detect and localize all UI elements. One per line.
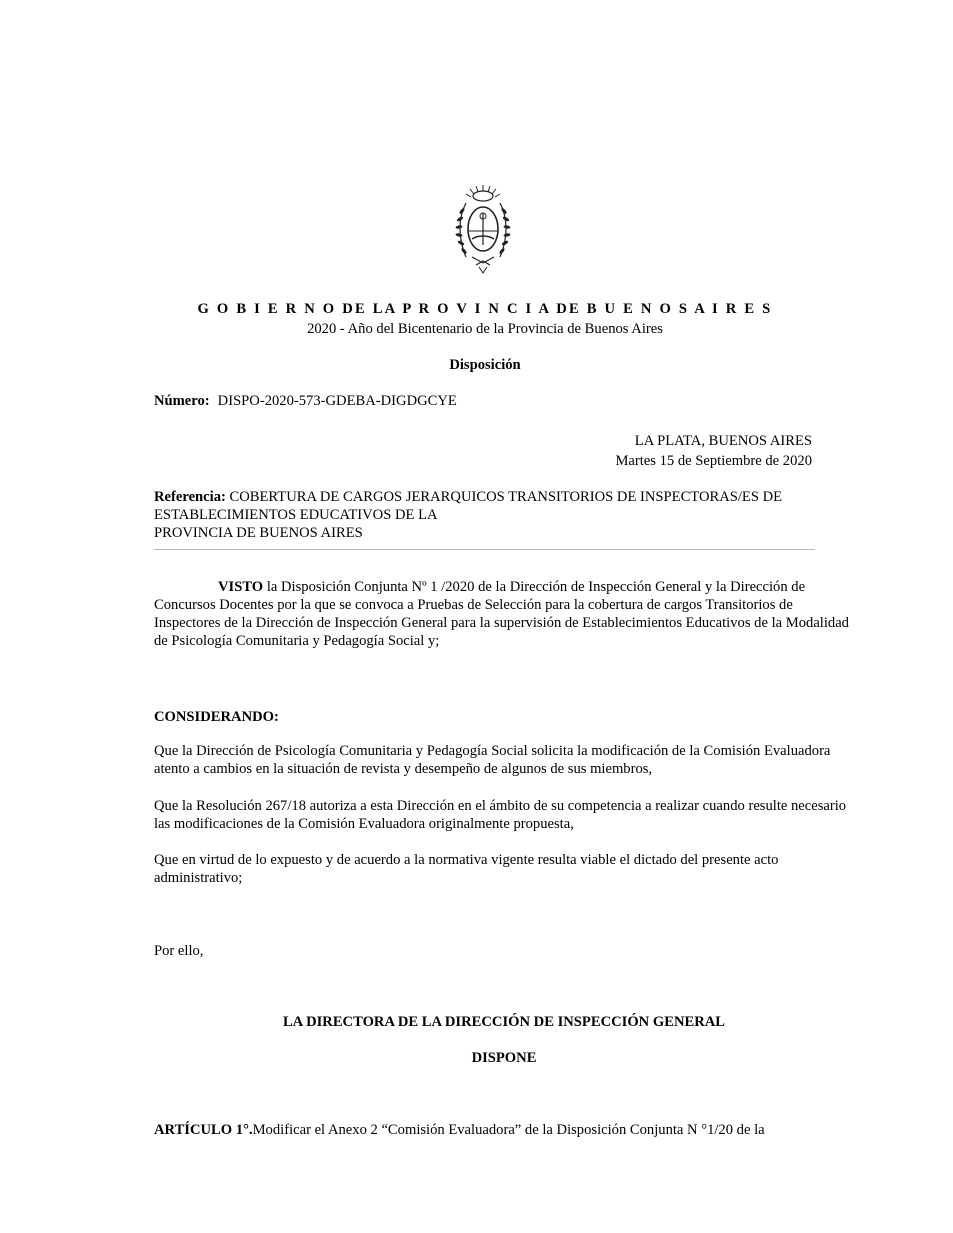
government-title: G O B I E R N O DE LA P R O V I N C I A DE B U E N O S A I R E S	[197, 301, 773, 317]
document-type: Disposición	[449, 357, 521, 373]
reference	[154, 488, 824, 542]
date: Martes 15 de Septiembre de 2020	[615, 453, 812, 469]
considerando-paragraph-2: Que la Resolución 267/18 autoriza a esta Dirección en el ámbito de su competencia a realizar cuando resulte necesario las modificaciones de la Comisión Evaluadora originalmente propuesta,	[154, 798, 847, 832]
visto-paragraph	[154, 578, 854, 650]
article-1-text: Modificar el Anexo 2 “Comisión Evaluadora” de la Disposición Conjunta N °1/20 de la	[252, 1122, 765, 1138]
considerando-heading: CONSIDERANDO:	[154, 709, 279, 725]
divider	[154, 549, 815, 550]
place: LA PLATA, BUENOS AIRES	[634, 433, 812, 449]
visto-label: VISTO	[218, 579, 264, 595]
reference-line-1: COBERTURA DE CARGOS JERARQUICOS TRANSITORIOS DE INSPECTORAS/ES DE	[229, 489, 783, 505]
number-label: Número:	[154, 393, 210, 409]
number-value: DISPO-2020-573-GDEBA-DIGDGCYE	[217, 393, 457, 409]
authority-heading: LA DIRECTORA DE LA DIRECCIÓN DE INSPECCIÓN GENERAL	[282, 1014, 726, 1030]
place-and-date	[615, 432, 812, 472]
reference-line-3: PROVINCIA DE BUENOS AIRES	[154, 525, 363, 541]
visto-text: la Disposición Conjunta Nº 1 /2020 de la Dirección de Inspección General y la Dirección de Concursos Docentes por la que se convoca a Pruebas de Selección para la cobertura de cargos Transitorios de Inspectores de la Dirección de Inspección General para la supervisión de Establecimientos Educativos de la Modalidad de Psicología Comunitaria y Pedagogía Social y;	[154, 579, 849, 649]
reference-label: Referencia:	[154, 489, 226, 505]
document-number	[154, 392, 457, 410]
reference-line-2: ESTABLECIMIENTOS EDUCATIVOS DE LA	[154, 507, 438, 523]
article-1	[154, 1121, 854, 1139]
argentine-coat-of-arms-icon	[452, 183, 514, 275]
considerando-paragraph-1: Que la Dirección de Psicología Comunitaria y Pedagogía Social solicita la modificación de la Comisión Evaluadora atento a cambios en la situación de revista y desempeño de algunos de sus miembros,	[154, 743, 831, 777]
considerando-paragraph-3: Que en virtud de lo expuesto y de acuerdo a la normativa vigente resulta viable el dictado del presente acto administrativo;	[154, 852, 779, 886]
por-ello: Por ello,	[154, 943, 204, 959]
dispone-heading: DISPONE	[471, 1050, 537, 1066]
year-motto: 2020 - Año del Bicentenario de la Provincia de Buenos Aires	[307, 321, 663, 337]
article-1-label: ARTÍCULO 1°.	[154, 1122, 253, 1138]
